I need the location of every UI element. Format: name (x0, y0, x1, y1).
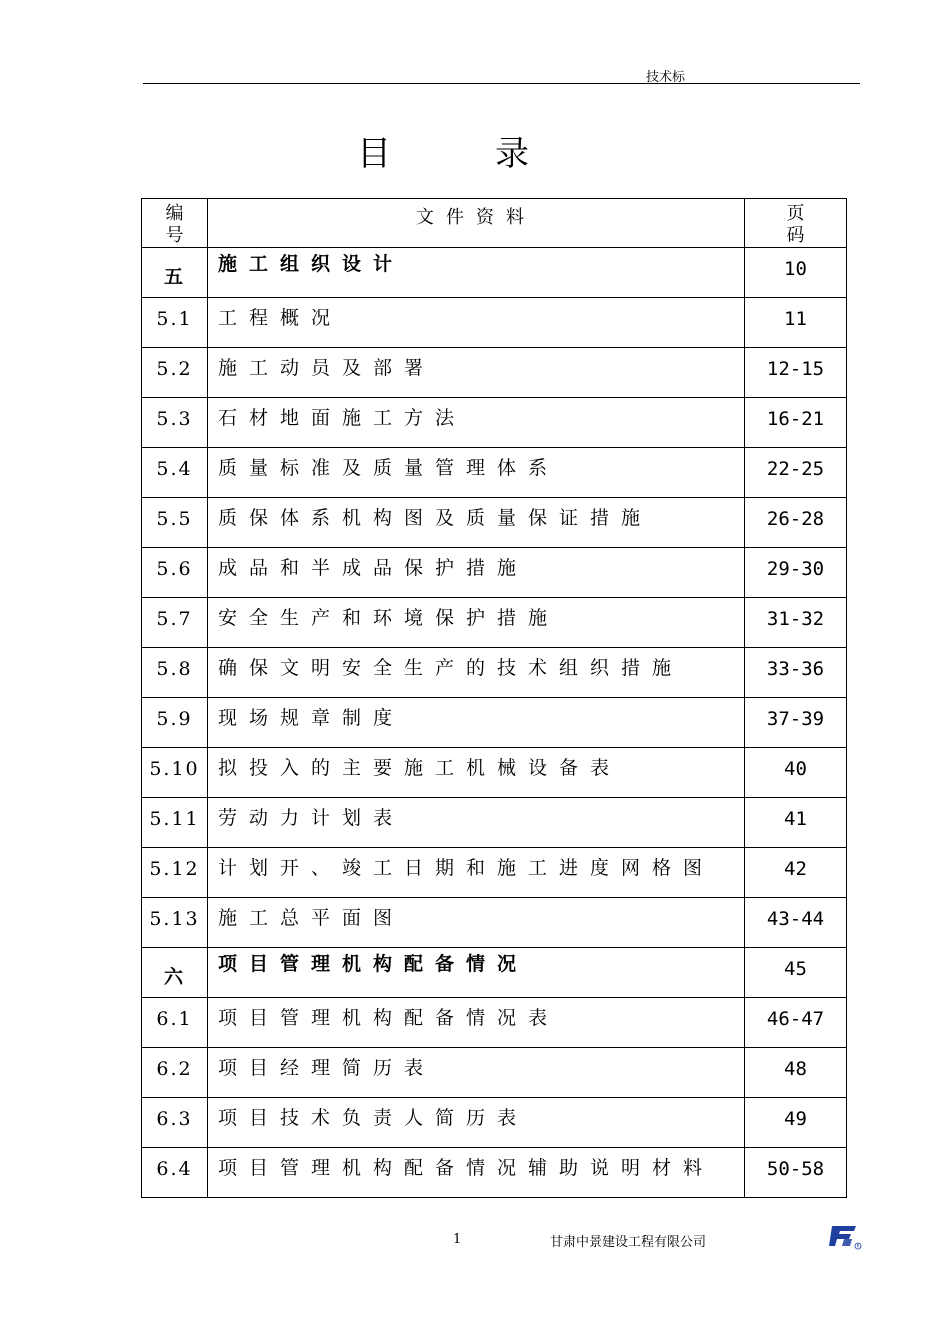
toc-page: 49 (784, 1108, 807, 1130)
toc-page-cell (745, 298, 847, 348)
toc-number: 5.11 (149, 808, 200, 830)
toc-number-cell (142, 898, 208, 948)
toc-row (142, 998, 847, 1048)
toc-number: 5.7 (156, 608, 193, 630)
toc-page-cell (745, 348, 847, 398)
toc-page: 10 (784, 258, 807, 280)
toc-number-cell (142, 798, 208, 848)
toc-number-cell (142, 498, 208, 548)
toc-title-cell (208, 498, 745, 548)
toc-number-cell (142, 748, 208, 798)
toc-page: 37-39 (766, 708, 825, 730)
svg-text:R: R (856, 1243, 860, 1249)
toc-number: 6.1 (156, 1008, 193, 1030)
toc-row (142, 598, 847, 648)
toc-row (142, 848, 847, 898)
toc-title: 确保文明安全生产的技术组织措施 (218, 657, 684, 679)
toc-number: 6.3 (156, 1108, 193, 1130)
toc-page-cell (745, 898, 847, 948)
toc-page-cell (745, 1098, 847, 1148)
header-number-cell (142, 199, 208, 248)
toc-page-cell (745, 998, 847, 1048)
toc-title-cell (208, 648, 745, 698)
toc-row (142, 748, 847, 798)
toc-number-cell (142, 398, 208, 448)
toc-page-cell (745, 1048, 847, 1098)
toc-row (142, 648, 847, 698)
header-number: 编号 (165, 203, 184, 246)
toc-number: 5.3 (156, 408, 193, 430)
toc-page: 33-36 (766, 658, 825, 680)
toc-number: 5.10 (149, 758, 200, 780)
toc-title-cell (208, 998, 745, 1048)
toc-page-cell (745, 798, 847, 848)
company-logo-icon (826, 1222, 862, 1250)
header-content: 文件资料 (416, 207, 536, 228)
toc-page: 16-21 (766, 408, 825, 430)
toc-title-cell (208, 1048, 745, 1098)
toc-title-cell (208, 248, 745, 298)
toc-title: 拟投入的主要施工机械设备表 (218, 757, 622, 779)
toc-title: 现场规章制度 (218, 707, 405, 729)
toc-page: 50-58 (766, 1158, 825, 1180)
toc-page: 48 (784, 1058, 807, 1080)
toc-page-cell (745, 498, 847, 548)
toc-title-cell (208, 748, 745, 798)
toc-row (142, 1048, 847, 1098)
toc-header-row (142, 199, 847, 248)
toc-page-cell (745, 548, 847, 598)
toc-number-cell (142, 848, 208, 898)
toc-page: 41 (784, 808, 807, 830)
toc-row (142, 698, 847, 748)
toc-page-cell (745, 1148, 847, 1198)
toc-page-cell (745, 448, 847, 498)
toc-title-cell (208, 848, 745, 898)
toc-number-cell (142, 698, 208, 748)
toc-title: 项目经理简历表 (218, 1057, 436, 1079)
toc-number: 5.12 (149, 858, 200, 880)
toc-number-cell (142, 648, 208, 698)
toc-number-cell (142, 598, 208, 648)
toc-number: 5.9 (156, 708, 193, 730)
toc-title-cell (208, 798, 745, 848)
toc-row (142, 498, 847, 548)
toc-title: 施工组织设计 (218, 253, 405, 275)
toc-number: 5.13 (149, 908, 200, 930)
toc-page: 42 (784, 858, 807, 880)
toc-title-cell (208, 598, 745, 648)
toc-title: 计划开、竣工日期和施工进度网格图 (218, 857, 715, 879)
toc-row (142, 798, 847, 848)
toc-title-cell (208, 898, 745, 948)
toc-section-row (142, 248, 847, 298)
toc-title-cell (208, 298, 745, 348)
header-label: 技术标 (646, 70, 686, 85)
header-page-cell (745, 199, 847, 248)
toc-page: 45 (784, 958, 807, 980)
toc-number: 五 (163, 266, 185, 288)
toc-number: 5.2 (156, 358, 193, 380)
toc-title-cell (208, 398, 745, 448)
toc-number: 5.1 (156, 308, 193, 330)
toc-number: 5.4 (156, 458, 193, 480)
toc-table (141, 198, 847, 1198)
toc-number-cell (142, 248, 208, 298)
toc-title-cell (208, 698, 745, 748)
toc-number: 6.2 (156, 1058, 193, 1080)
toc-title: 项目管理机构配备情况辅助说明材料 (218, 1157, 715, 1179)
toc-title: 项目技术负责人简历表 (218, 1107, 529, 1129)
toc-title: 项目管理机构配备情况 (218, 953, 529, 975)
toc-page-cell (745, 948, 847, 998)
toc-title-cell (208, 548, 745, 598)
toc-number-cell (142, 998, 208, 1048)
toc-title-cell (208, 1148, 745, 1198)
toc-page-cell (745, 848, 847, 898)
toc-row (142, 398, 847, 448)
toc-number-cell (142, 448, 208, 498)
toc-page: 26-28 (766, 508, 825, 530)
toc-section-row (142, 948, 847, 998)
footer-page-number: 1 (453, 1232, 462, 1247)
toc-title: 成品和半成品保护措施 (218, 557, 529, 579)
toc-number: 六 (163, 966, 185, 988)
toc-number-cell (142, 1098, 208, 1148)
toc-title-cell (208, 948, 745, 998)
header-page: 页码 (786, 203, 805, 246)
toc-title: 项目管理机构配备情况表 (218, 1007, 560, 1029)
toc-page: 22-25 (766, 458, 825, 480)
toc-title: 施工总平面图 (218, 907, 405, 929)
toc-title: 质保体系机构图及质量保证措施 (218, 507, 653, 529)
toc-row (142, 548, 847, 598)
toc-title: 质量标准及质量管理体系 (218, 457, 560, 479)
toc-row (142, 1098, 847, 1148)
toc-row (142, 1148, 847, 1198)
toc-page-cell (745, 248, 847, 298)
toc-number-cell (142, 348, 208, 398)
toc-title: 施工动员及部署 (218, 357, 436, 379)
toc-body (142, 248, 847, 1198)
toc-page: 11 (784, 308, 807, 330)
toc-title: 安全生产和环境保护措施 (218, 607, 560, 629)
toc-row (142, 898, 847, 948)
toc-title: 劳动力计划表 (218, 807, 405, 829)
toc-title-cell (208, 348, 745, 398)
toc-page: 29-30 (766, 558, 825, 580)
toc-number-cell (142, 1048, 208, 1098)
toc-page-cell (745, 648, 847, 698)
toc-title: 石材地面施工方法 (218, 407, 467, 429)
toc-number-cell (142, 1148, 208, 1198)
toc-title-cell (208, 1098, 745, 1148)
toc-row (142, 298, 847, 348)
toc-page-cell (745, 748, 847, 798)
toc-number: 6.4 (156, 1158, 193, 1180)
toc-number-cell (142, 948, 208, 998)
toc-page-cell (745, 698, 847, 748)
toc-title: 工程概况 (218, 307, 343, 329)
toc-row (142, 448, 847, 498)
toc-page: 40 (784, 758, 807, 780)
toc-number-cell (142, 298, 208, 348)
toc-page: 31-32 (766, 608, 825, 630)
toc-page: 12-15 (766, 358, 825, 380)
header-content-cell (208, 199, 745, 248)
toc-page-cell (745, 598, 847, 648)
toc-page: 43-44 (766, 908, 825, 930)
page-title: 目录 (357, 134, 633, 174)
toc-number-cell (142, 548, 208, 598)
toc-page-cell (745, 398, 847, 448)
toc-number: 5.8 (156, 658, 193, 680)
toc-number: 5.6 (156, 558, 193, 580)
toc-number: 5.5 (156, 508, 193, 530)
toc-title-cell (208, 448, 745, 498)
toc-row (142, 348, 847, 398)
header-rule (143, 83, 860, 84)
footer-company: 甘肃中景建设工程有限公司 (550, 1235, 707, 1250)
toc-page: 46-47 (766, 1008, 825, 1030)
